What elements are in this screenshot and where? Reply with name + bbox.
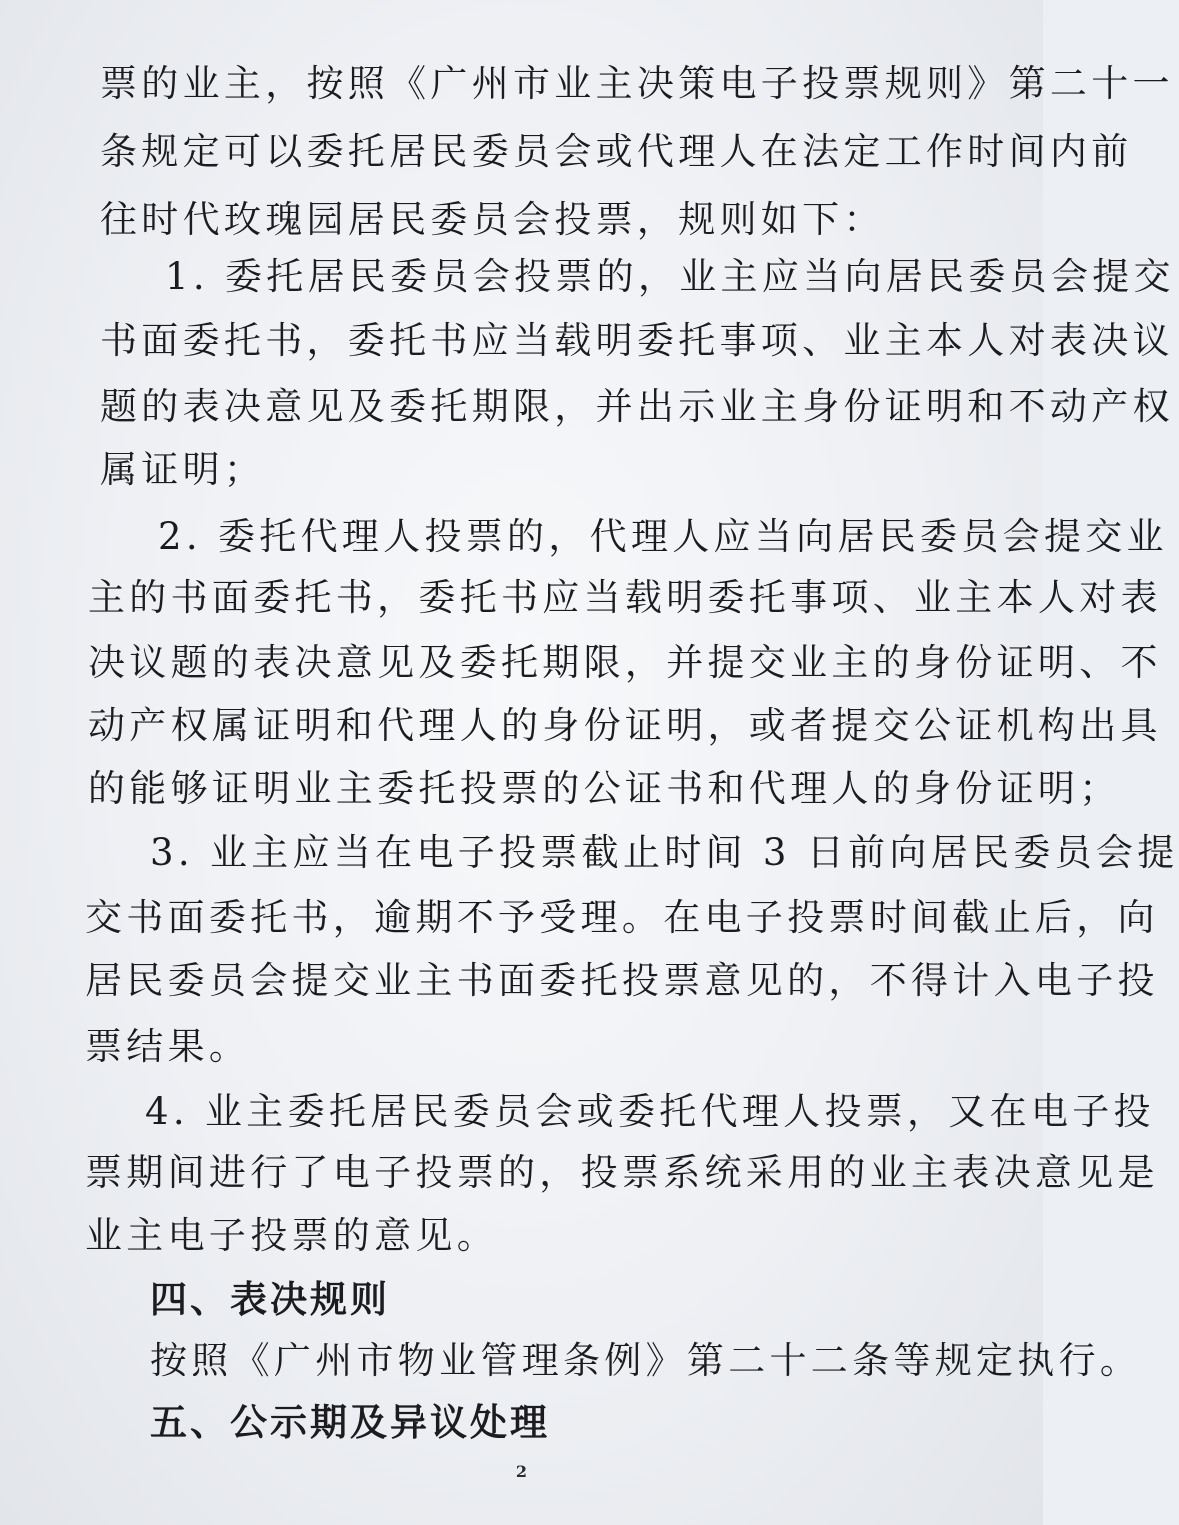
text-line: 条规定可以委托居民委员会或代理人在法定工作时间内前 bbox=[100, 130, 1133, 173]
list-item-4-line: 4. 业主委托居民委员会或委托代理人投票，又在电子投 bbox=[145, 1090, 1155, 1133]
text-line: 书面委托书，委托书应当载明委托事项、业主本人对表决议 bbox=[100, 319, 1174, 362]
list-item-3-line: 3. 业主应当在电子投票截止时间 3 日前向居民委员会提 bbox=[150, 831, 1179, 874]
text-line: 按照《广州市物业管理条例》第二十二条等规定执行。 bbox=[150, 1339, 1142, 1382]
text-line: 居民委员会提交业主书面委托投票意见的，不得计入电子投 bbox=[85, 959, 1159, 1002]
text-line: 业主电子投票的意见。 bbox=[85, 1214, 498, 1257]
list-item-1-line: 1. 委托居民委员会投票的，业主应当向居民委员会提交 bbox=[165, 255, 1175, 298]
text-line: 题的表决意见及委托期限，并出示业主身份证明和不动产权 bbox=[100, 385, 1174, 428]
section-heading-publicity-objection: 五、公示期及异议处理 bbox=[150, 1401, 550, 1444]
text-line: 属证明； bbox=[100, 448, 266, 491]
text-line: 动产权属证明和代理人的身份证明，或者提交公证机构出具 bbox=[88, 704, 1162, 747]
text-line: 的能够证明业主委托投票的公证书和代理人的身份证明； bbox=[88, 767, 1121, 810]
list-item-2-line: 2. 委托代理人投票的，代理人应当向居民委员会提交业 bbox=[158, 515, 1168, 558]
text-line: 票期间进行了电子投票的，投票系统采用的业主表决意见是 bbox=[85, 1151, 1159, 1194]
text-line: 票结果。 bbox=[85, 1025, 251, 1068]
text-line: 决议题的表决意见及委托期限，并提交业主的身份证明、不 bbox=[88, 641, 1162, 684]
section-heading-voting-rules: 四、表决规则 bbox=[150, 1278, 390, 1321]
text-line: 往时代玫瑰园居民委员会投票，规则如下： bbox=[100, 198, 885, 241]
text-line: 票的业主，按照《广州市业主决策电子投票规则》第二十一 bbox=[100, 62, 1174, 105]
text-line: 交书面委托书，逾期不予受理。在电子投票时间截止后，向 bbox=[85, 896, 1159, 939]
page-number: 2 bbox=[515, 1462, 528, 1481]
text-line: 主的书面委托书，委托书应当载明委托事项、业主本人对表 bbox=[88, 576, 1162, 619]
